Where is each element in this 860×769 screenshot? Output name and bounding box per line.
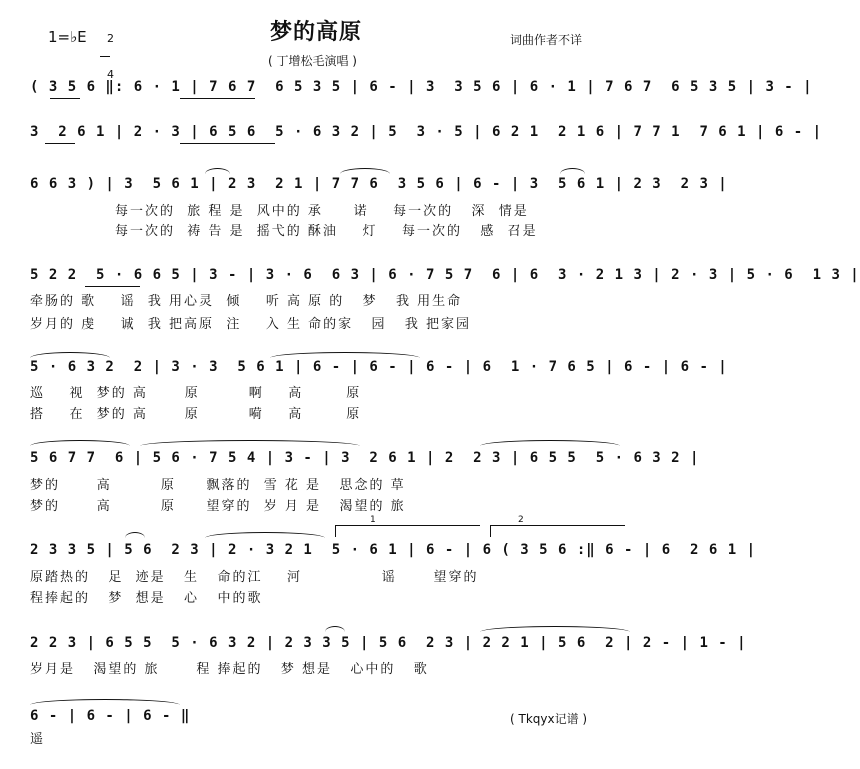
key-signature: 1=♭E [48, 28, 87, 46]
volta-bracket-1-edge [335, 525, 336, 537]
score-row-1: ( 3 5 6 ‖: 6 · 1 | 7 6 7 6 5 3 5 | 6 - | 3 3 5 6 | 6 · 1 | 7 6 7 6 5 3 5 | 3 - | [30, 79, 813, 95]
lyrics-row-6-verse-1: 梦的 高 原 飘落的 雪 花 是 思念的 草 [30, 478, 406, 493]
time-signature [100, 22, 114, 80]
lyrics-row-7-verse-1: 原踏热的 足 迹是 生 命的江 河 谣 望穿的 [30, 570, 479, 585]
slur [205, 532, 325, 538]
score-row-7: 2 3 3 5 | 5 6 2 3 | 2 · 3 2 1 5 · 6 1 | 6 - | 6 ( 3 5 6 :‖ 6 - | 6 2 6 1 | [30, 542, 757, 558]
volta-number-2: 2 [518, 515, 524, 525]
singer-credit: ( 丁增松毛演唱 ) [268, 54, 357, 68]
lyrics-row-8: 岁月是 渴望的 旅 程 捧起的 梦 想是 心中的 歌 [30, 662, 429, 677]
score-row-8: 2 2 3 | 6 5 5 5 · 6 3 2 | 2 3 3 5 | 5 6 2 3 | 2 2 1 | 5 6 2 | 2 - | 1 - | [30, 635, 747, 651]
beam [50, 98, 80, 99]
slur [140, 440, 360, 446]
time-denominator: 4 [107, 68, 114, 81]
score-row-5: 5 · 6 3 2 2 | 3 · 3 5 6 1 | 6 - | 6 - | 6 - | 6 1 · 7 6 5 | 6 - | 6 - | [30, 359, 728, 375]
slur [30, 352, 110, 358]
slur [270, 352, 420, 358]
slur [30, 440, 130, 446]
volta-bracket-1 [335, 525, 480, 526]
slur [125, 532, 145, 538]
beam [180, 98, 255, 99]
lyrics-row-3-verse-2: 每一次的 祷 告 是 摇弋的 酥油 灯 每一次的 感 召是 [115, 224, 538, 239]
transcriber-credit: ( Tkqyx记谱 ) [510, 712, 588, 726]
volta-bracket-2-edge [490, 525, 491, 537]
score-row-4: 5 2 2 5 · 6 6 5 | 3 - | 3 · 6 6 3 | 6 · 7 5 7 6 | 6 3 · 2 1 3 | 2 · 3 | 5 · 6 1 3 | [30, 267, 860, 283]
lyrics-row-3-verse-1: 每一次的 旅 程 是 风中的 承 诺 每一次的 深 情是 [115, 204, 529, 219]
score-row-3: 6 6 3 ) | 3 5 6 1 | 2 3 2 1 | 7 7 6 3 5 6 | 6 - | 3 5 6 1 | 2 3 2 3 | [30, 176, 728, 192]
composer-credit: 词曲作者不详 [510, 33, 583, 47]
lyrics-row-9: 遥 [30, 732, 46, 747]
lyrics-row-4-verse-2: 岁月的 虔 诚 我 把高原 注 入 生 命的家 园 我 把家园 [30, 317, 472, 332]
lyrics-row-7-verse-2: 程捧起的 梦 想是 心 中的歌 [30, 591, 263, 606]
slur [205, 168, 230, 174]
time-numerator: 2 [107, 32, 114, 45]
beam [180, 143, 275, 144]
score-row-9: 6 - | 6 - | 6 - ‖ [30, 708, 191, 724]
volta-number-1: 1 [370, 515, 376, 525]
lyrics-row-5-verse-2: 搭 在 梦的 高 原 嗬 高 原 [30, 407, 362, 422]
lyrics-row-5-verse-1: 巡 视 梦的 高 原 啊 高 原 [30, 386, 362, 401]
lyrics-row-6-verse-2: 梦的 高 原 望穿的 岁 月 是 渴望的 旅 [30, 499, 406, 514]
beam [45, 143, 75, 144]
volta-bracket-2 [490, 525, 625, 526]
slur [30, 699, 180, 705]
slur [480, 626, 630, 632]
beam [85, 286, 140, 287]
slur [480, 440, 620, 446]
score-row-6: 5 6 7 7 6 | 5 6 · 7 5 4 | 3 - | 3 2 6 1 | 2 2 3 | 6 5 5 5 · 6 3 2 | [30, 450, 700, 466]
lyrics-row-4-verse-1: 牵肠的 歌 谣 我 用心灵 倾 听 高 原 的 梦 我 用生命 [30, 294, 463, 309]
slur [340, 168, 390, 174]
score-row-2: 3 2 6 1 | 2 · 3 | 6 5 6 5 · 6 3 2 | 5 3 · 5 | 6 2 1 2 1 6 | 7 7 1 7 6 1 | 6 - | [30, 124, 823, 140]
time-divider [100, 56, 110, 57]
slur [325, 626, 345, 632]
song-title: 梦的高原 [270, 20, 363, 45]
slur [560, 168, 585, 174]
